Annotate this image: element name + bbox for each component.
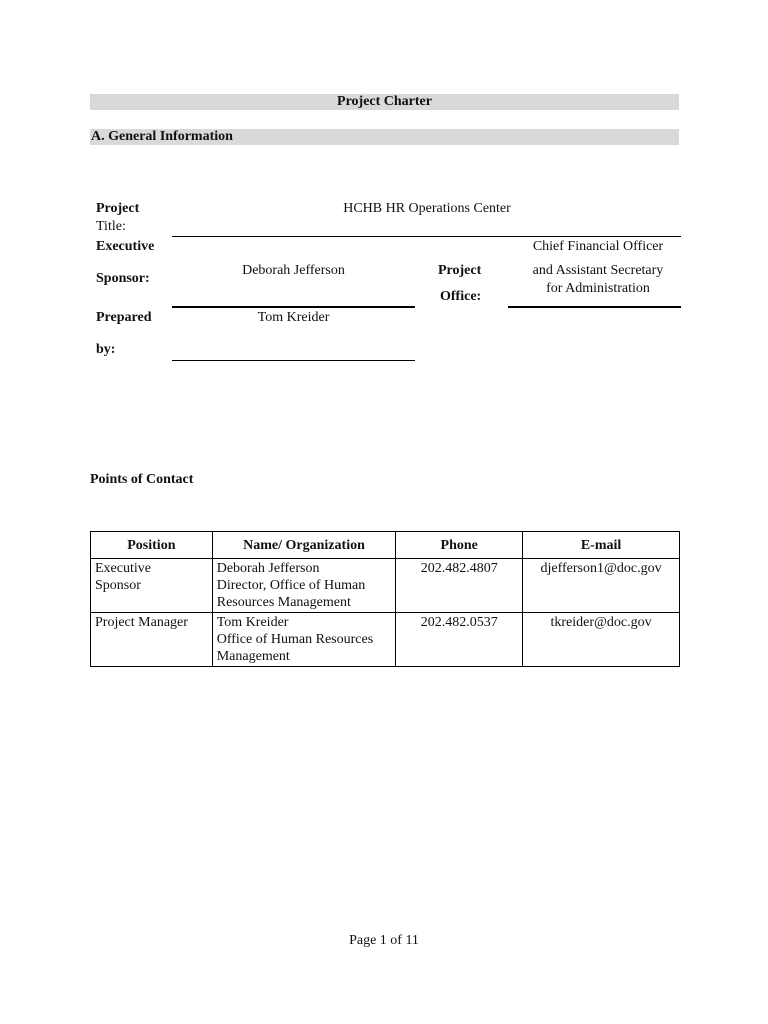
cell-email[interactable]: djefferson1@doc.gov — [523, 559, 680, 613]
prepared-by-value: Tom Kreider — [257, 310, 330, 325]
project-title-label: Project Title: — [96, 201, 140, 234]
cell-name-organization: Tom Kreider Office of Human Resources Management — [212, 613, 396, 667]
points-of-contact-table — [90, 531, 680, 667]
page-number: Page 1 of 11 — [349, 933, 419, 948]
executive-sponsor-label-line1: Executive — [96, 239, 155, 254]
column-header-phone: Phone — [396, 532, 523, 559]
column-header-name-organization: Name/ Organization — [212, 532, 396, 559]
prepared-by-label-line1: Prepared — [96, 310, 152, 325]
page-title: Project Charter — [90, 94, 679, 110]
section-heading-general-information: A. General Information — [90, 129, 679, 145]
column-header-position: Position — [91, 532, 213, 559]
table-row — [91, 559, 680, 613]
executive-sponsor-rule — [172, 306, 415, 308]
cell-position: Project Manager — [91, 613, 213, 667]
project-office-value: Chief Financial Officer and Assistant Secretary for Administration — [532, 239, 664, 296]
cell-phone: 202.482.4807 — [396, 559, 523, 613]
project-office-rule — [508, 306, 681, 308]
project-office-label-line1: Project — [438, 263, 482, 278]
project-title-value: HCHB HR Operations Center — [343, 201, 511, 216]
prepared-by-label-line2: by: — [96, 342, 116, 357]
cell-phone: 202.482.0537 — [396, 613, 523, 667]
column-header-email: E-mail — [523, 532, 680, 559]
executive-sponsor-value: Deborah Jefferson — [242, 263, 345, 278]
cell-email[interactable]: tkreider@doc.gov — [523, 613, 680, 667]
project-office-label-line2: Office: — [440, 289, 482, 304]
project-title-rule — [172, 236, 681, 237]
points-of-contact-heading: Points of Contact — [90, 472, 194, 487]
cell-name-organization: Deborah Jefferson Director, Office of Human Resources Management — [212, 559, 396, 613]
table-header-row — [91, 532, 680, 559]
executive-sponsor-label-line2: Sponsor: — [96, 271, 150, 286]
prepared-by-rule — [172, 360, 415, 361]
table-row — [91, 613, 680, 667]
cell-position: Executive Sponsor — [91, 559, 213, 613]
